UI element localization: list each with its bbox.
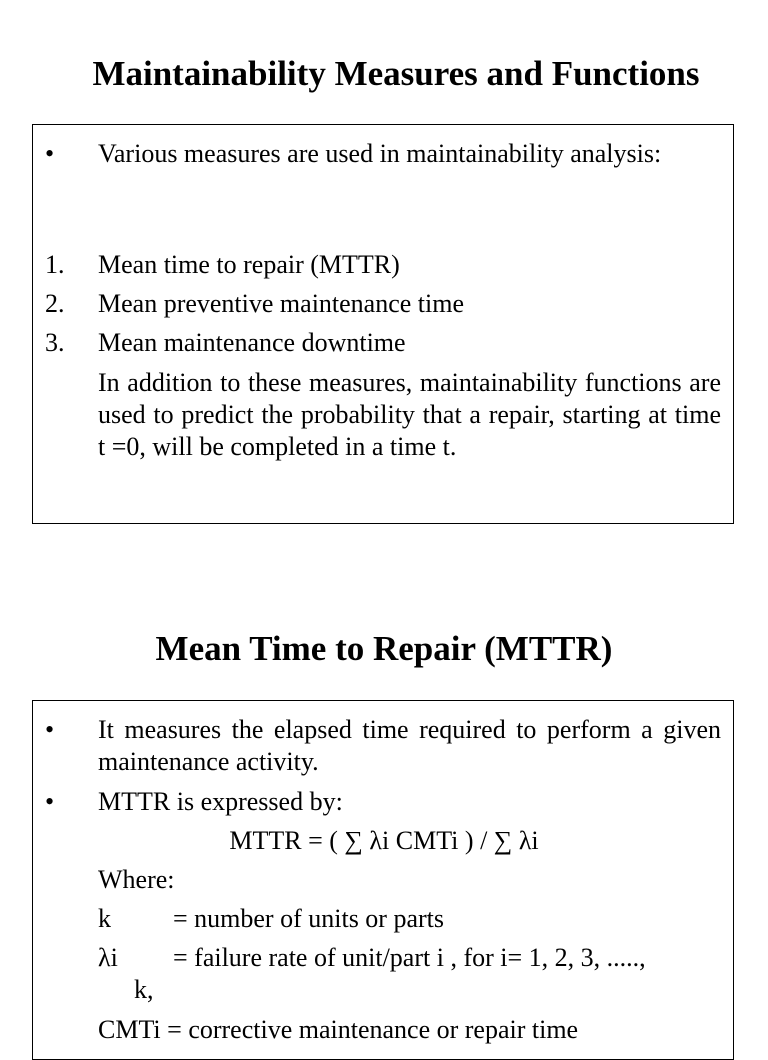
content-box: [32, 700, 734, 1060]
definition-symbol: k: [98, 904, 111, 933]
list-number: 2.: [45, 289, 65, 318]
bullet-marker: •: [45, 139, 55, 168]
bullet-text: Various measures are used in maintainability analysis:: [98, 139, 662, 168]
mttr-formula: MTTR = ( ∑ λi CMTi ) / ∑ λi: [229, 826, 539, 855]
paragraph-text: In addition to these measures, maintainability functions are used to predict the probability that a repair, starting at time t =0, will be completed in a time t.: [98, 368, 721, 461]
bullet-text: It measures the elapsed time required to perform a given maintenance activity.: [98, 715, 721, 776]
bullet-marker: •: [45, 715, 55, 744]
list-text: Mean maintenance downtime: [98, 328, 406, 357]
definition-continuation: k,: [134, 975, 154, 1004]
bullet-text: MTTR is expressed by:: [98, 787, 343, 816]
definition-text: CMTi = corrective maintenance or repair time: [98, 1015, 579, 1044]
bullet-marker: •: [45, 787, 55, 816]
definition-symbol: λi: [98, 943, 118, 972]
definition-text: = number of units or parts: [173, 904, 445, 933]
section-title: Mean Time to Repair (MTTR): [155, 629, 613, 668]
list-text: Mean preventive maintenance time: [98, 289, 465, 318]
section-title: Maintainability Measures and Functions: [92, 54, 700, 93]
where-label: Where:: [98, 865, 175, 894]
list-text: Mean time to repair (MTTR): [98, 250, 400, 279]
list-number: 1.: [45, 250, 65, 279]
definition-text: = failure rate of unit/part i , for i= 1, 2, 3, .....,: [173, 943, 646, 972]
content-box: [32, 124, 734, 524]
list-number: 3.: [45, 328, 65, 357]
